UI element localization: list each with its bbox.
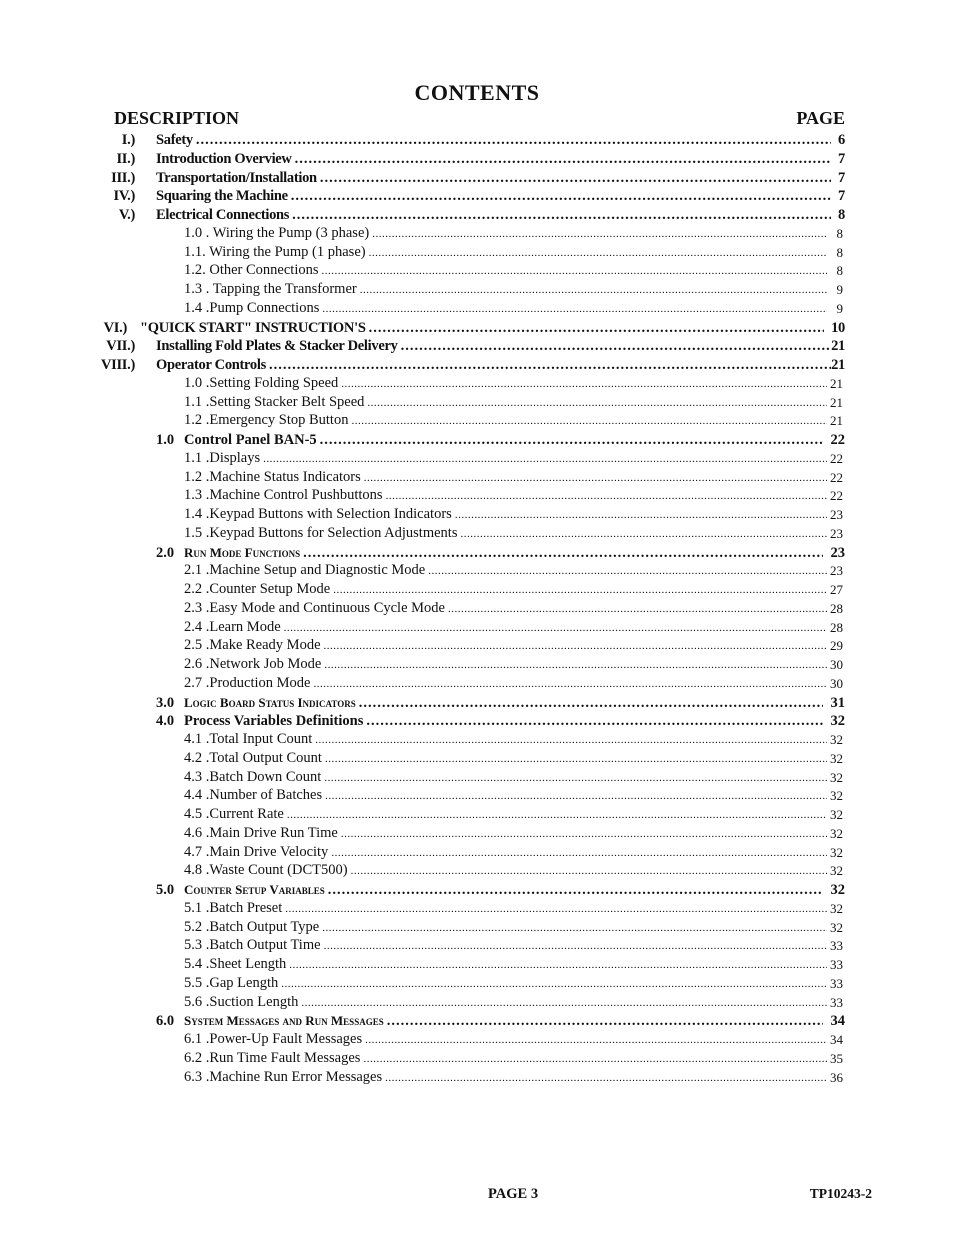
toc-entry-label: 2.7 .Production Mode <box>184 674 311 691</box>
toc-entry-label-wrap <box>184 261 827 281</box>
toc-entry <box>0 206 954 225</box>
toc-entry-label-wrap <box>184 730 827 750</box>
toc-entry <box>0 619 954 638</box>
toc-entry-label-wrap <box>184 580 827 600</box>
toc-entry-label: Process Variables Definitions <box>184 713 364 730</box>
toc-entry-page: 33 <box>830 975 843 991</box>
dot-leader <box>341 375 827 394</box>
toc-entry <box>0 806 954 825</box>
toc-entry-label-wrap <box>184 618 827 638</box>
toc-entry <box>0 412 954 431</box>
toc-entry-label-wrap <box>184 843 827 863</box>
dot-leader <box>285 900 827 919</box>
toc-entry-number: 6.0 <box>156 1013 175 1030</box>
toc-entry <box>0 281 954 300</box>
footer-page-number: PAGE 3 <box>488 1186 539 1202</box>
toc-entry-label-wrap <box>184 674 827 694</box>
dot-leader <box>263 450 827 469</box>
toc-entry-number: II.) <box>116 150 135 167</box>
toc-entry <box>0 600 954 619</box>
dot-leader <box>460 525 827 544</box>
toc-entry-page: 32 <box>830 750 843 766</box>
toc-entry-label: 1.2 .Emergency Stop Button <box>184 412 349 429</box>
toc-entry-number: III.) <box>111 169 135 186</box>
toc-entry-page: 32 <box>830 788 843 804</box>
toc-entry <box>0 169 954 188</box>
toc-entry-page: 9 <box>836 282 843 297</box>
toc-entry-page: 9 <box>836 300 843 316</box>
dot-leader <box>324 937 827 956</box>
toc-entry-label-wrap <box>184 636 827 656</box>
dot-leader <box>315 731 827 750</box>
toc-entry-label-wrap <box>156 131 831 150</box>
dot-leader <box>369 319 824 338</box>
dot-leader <box>401 337 831 356</box>
toc-entry-label: Squaring the Machine <box>156 188 288 205</box>
toc-entry-page: 22 <box>830 488 843 504</box>
toc-entry <box>0 994 954 1013</box>
toc-entry-label: 4.2 .Total Output Count <box>184 749 322 766</box>
toc-entry-label-wrap <box>184 486 827 506</box>
dot-leader <box>360 281 827 300</box>
dot-leader <box>324 769 827 788</box>
toc-entry-page: 21 <box>830 375 843 391</box>
toc-entry-number: 1.0 <box>156 432 175 448</box>
toc-entry-label: 1.4 .Pump Connections <box>184 299 320 316</box>
toc-entry-label: Operator Controls <box>156 357 266 373</box>
toc-entry-label: 1.0 . Wiring the Pump (3 phase) <box>184 224 370 241</box>
toc-entry <box>0 450 954 469</box>
dot-leader <box>313 675 827 694</box>
toc-entry-label: 4.1 .Total Input Count <box>184 731 313 747</box>
page-column-header: PAGE <box>796 108 845 128</box>
toc-entry-label-wrap <box>184 881 823 900</box>
toc-entry-label: 5.5 .Gap Length <box>184 974 279 991</box>
toc-entry-label-wrap <box>184 224 827 244</box>
toc-entry <box>0 975 954 994</box>
toc-entry-page: 29 <box>830 638 843 654</box>
toc-entry-page: 33 <box>830 957 843 972</box>
toc-entry-label: 4.6 .Main Drive Run Time <box>184 824 338 841</box>
dot-leader <box>359 694 823 713</box>
dot-leader <box>303 544 823 563</box>
dot-leader <box>365 1031 827 1050</box>
toc-entry-label-wrap <box>184 599 827 619</box>
dot-leader <box>289 956 827 975</box>
toc-entry-label-wrap <box>156 337 831 356</box>
toc-entry-page: 23 <box>830 563 843 579</box>
toc-entry-label: 5.2 .Batch Output Type <box>184 918 320 935</box>
dot-leader <box>367 394 827 413</box>
toc-entry-label-wrap <box>184 936 827 956</box>
toc-entry-label-wrap <box>184 712 823 731</box>
toc-entry-label-wrap <box>156 150 831 169</box>
dot-leader <box>287 806 827 825</box>
toc-entry <box>0 1031 954 1050</box>
toc-entry-label: System Messages and Run Messages <box>184 1013 384 1029</box>
toc-entry <box>0 1069 954 1088</box>
toc-entry-label: 5.3 .Batch Output Time <box>184 937 321 954</box>
toc-entry-page: 21 <box>830 394 843 410</box>
toc-entry-label-wrap <box>184 449 827 469</box>
toc-entry <box>0 487 954 506</box>
dot-leader <box>363 1050 827 1069</box>
toc-entry-page: 7 <box>838 169 845 186</box>
toc-entry <box>0 337 954 356</box>
toc-entry-number: 4.0 <box>156 713 175 730</box>
toc-entry <box>0 356 954 375</box>
toc-entry-label: 6.1 .Power-Up Fault Messages <box>184 1031 363 1047</box>
toc-entry <box>0 262 954 281</box>
toc-entry-page: 21 <box>831 338 845 355</box>
dot-leader <box>196 131 831 150</box>
toc-entry-label: 1.5 .Keypad Buttons for Selection Adjustments <box>184 524 458 541</box>
toc-entry-label-wrap <box>184 374 827 394</box>
toc-entry <box>0 694 954 713</box>
toc-entry-label-wrap <box>184 468 827 488</box>
dot-leader <box>322 262 827 281</box>
toc-entry <box>0 544 954 563</box>
toc-entry-page: 7 <box>838 150 845 167</box>
toc-entry-label-wrap <box>184 243 827 263</box>
toc-entry <box>0 712 954 731</box>
toc-entry <box>0 787 954 806</box>
toc-entry <box>0 562 954 581</box>
toc-entry-label-wrap <box>184 899 827 919</box>
toc-entry <box>0 937 954 956</box>
toc-entry <box>0 844 954 863</box>
toc-entry-label: 1.2. Other Connections <box>184 262 319 279</box>
toc-entry-page: 32 <box>830 882 845 898</box>
toc-entry-page: 7 <box>838 188 845 205</box>
table-of-contents <box>0 131 954 1087</box>
toc-entry-label-wrap <box>184 1012 823 1031</box>
toc-entry <box>0 825 954 844</box>
toc-entry-page: 34 <box>830 1032 843 1047</box>
toc-entry <box>0 862 954 881</box>
toc-entry-label-wrap <box>184 655 827 675</box>
toc-entry <box>0 300 954 319</box>
toc-entry-label-wrap <box>156 356 831 375</box>
dot-leader <box>328 881 823 900</box>
toc-entry-label-wrap <box>184 1068 827 1088</box>
toc-entry-page: 8 <box>836 263 843 279</box>
dot-leader <box>372 225 827 244</box>
toc-entry-number: VIII.) <box>100 357 135 373</box>
toc-entry-label-wrap <box>156 169 831 188</box>
dot-leader <box>351 412 827 431</box>
toc-entry-page: 8 <box>836 244 843 260</box>
toc-entry-label: Electrical Connections <box>156 207 290 223</box>
toc-entry-label: 1.3 .Machine Control Pushbuttons <box>184 487 383 504</box>
dot-leader <box>369 244 827 263</box>
toc-entry <box>0 900 954 919</box>
footer-document-code: TP10243-2 <box>809 1186 872 1201</box>
toc-entry-label-wrap <box>184 1030 827 1050</box>
toc-entry-label: 1.1 .Setting Stacker Belt Speed <box>184 393 365 410</box>
toc-entry <box>0 431 954 450</box>
toc-entry-label-wrap <box>156 187 831 206</box>
toc-entry-label-wrap <box>184 861 827 881</box>
dot-leader <box>324 637 827 656</box>
toc-entry-label: 5.1 .Batch Preset <box>184 899 283 916</box>
toc-entry <box>0 881 954 900</box>
toc-entry-page: 32 <box>830 713 845 730</box>
toc-entry-label: 2.4 .Learn Mode <box>184 618 281 635</box>
toc-entry-page: 23 <box>830 507 843 522</box>
toc-entry-label: 4.5 .Current Rate <box>184 806 284 822</box>
toc-entry-label-wrap <box>184 974 827 994</box>
toc-entry-page: 32 <box>830 732 843 747</box>
toc-entry-label: 1.2 .Machine Status Indicators <box>184 468 361 485</box>
toc-entry-label: 2.2 .Counter Setup Mode <box>184 581 331 597</box>
toc-entry-label: "QUICK START" INSTRUCTION'S <box>140 319 366 336</box>
toc-entry-number: 2.0 <box>156 544 175 561</box>
toc-entry-label-wrap <box>140 319 824 338</box>
toc-entry-page: 32 <box>830 900 843 916</box>
toc-entry-number: 3.0 <box>156 694 175 711</box>
dot-leader <box>387 1012 823 1031</box>
toc-entry-label-wrap <box>184 544 823 563</box>
toc-entry-page: 32 <box>830 769 843 785</box>
toc-entry-label-wrap <box>184 955 827 975</box>
toc-entry-label: 1.4 .Keypad Buttons with Selection Indicators <box>184 506 452 522</box>
toc-entry-label-wrap <box>184 768 827 788</box>
toc-entry-page: 10 <box>831 319 845 336</box>
toc-entry-label: 4.8 .Waste Count (DCT500) <box>184 862 348 879</box>
toc-entry-number: VI.) <box>103 319 127 336</box>
toc-entry <box>0 581 954 600</box>
toc-entry-label: 5.4 .Sheet Length <box>184 956 287 972</box>
dot-leader <box>322 919 827 938</box>
toc-entry <box>0 675 954 694</box>
toc-entry-label: 1.0 .Setting Folding Speed <box>184 374 339 391</box>
toc-entry <box>0 525 954 544</box>
toc-entry <box>0 187 954 206</box>
toc-entry-page: 32 <box>830 825 843 841</box>
toc-entry-page: 32 <box>830 807 843 822</box>
toc-entry-label-wrap <box>184 431 823 450</box>
toc-entry-label: 4.4 .Number of Batches <box>184 787 323 804</box>
toc-entry-label: Control Panel BAN-5 <box>184 432 317 448</box>
dot-leader <box>325 750 827 769</box>
dot-leader <box>364 469 827 488</box>
toc-entry-page: 30 <box>830 657 843 672</box>
dot-leader <box>448 600 827 619</box>
toc-entry-label-wrap <box>184 694 823 713</box>
toc-entry-page: 28 <box>830 619 843 635</box>
toc-entry-page: 35 <box>830 1050 843 1066</box>
toc-entry-label-wrap <box>184 1049 827 1069</box>
toc-entry <box>0 225 954 244</box>
toc-entry-label-wrap <box>184 824 827 844</box>
toc-entry-label: Installing Fold Plates & Stacker Delivery <box>156 338 398 355</box>
toc-entry-page: 28 <box>830 600 843 616</box>
toc-entry-page: 23 <box>830 544 845 561</box>
toc-entry-label-wrap <box>184 393 827 413</box>
toc-entry-number: VII.) <box>106 338 135 355</box>
toc-entry-label-wrap <box>184 524 827 544</box>
toc-entry-page: 22 <box>830 432 845 448</box>
dot-leader <box>351 862 827 881</box>
toc-entry <box>0 731 954 750</box>
toc-entry-label-wrap <box>184 411 827 431</box>
dot-leader <box>301 994 827 1013</box>
toc-entry-page: 8 <box>838 207 845 223</box>
dot-leader <box>295 150 831 169</box>
dot-leader <box>455 506 827 525</box>
dot-leader <box>324 656 827 675</box>
dot-leader <box>291 187 831 206</box>
toc-entry-number: I.) <box>121 132 135 148</box>
toc-entry <box>0 919 954 938</box>
toc-entry-page: 6 <box>838 132 845 148</box>
toc-entry-page: 33 <box>830 938 843 954</box>
toc-entry-label: 2.6 .Network Job Mode <box>184 656 322 672</box>
toc-entry-number: V.) <box>118 207 135 223</box>
toc-entry-page: 31 <box>830 694 845 711</box>
dot-leader <box>333 581 827 600</box>
toc-entry-page: 8 <box>836 225 843 241</box>
toc-entry <box>0 956 954 975</box>
toc-entry-page: 21 <box>831 357 845 373</box>
toc-entry-page: 33 <box>830 994 843 1010</box>
toc-entry <box>0 1050 954 1069</box>
toc-entry <box>0 131 954 150</box>
toc-entry-label: 5.6 .Suction Length <box>184 993 299 1010</box>
toc-entry-label: 6.2 .Run Time Fault Messages <box>184 1049 361 1066</box>
toc-entry-page: 22 <box>830 450 843 466</box>
toc-entry-label-wrap <box>184 299 827 319</box>
dot-leader <box>325 787 827 806</box>
toc-entry-label: 6.3 .Machine Run Error Messages <box>184 1068 383 1085</box>
toc-entry <box>0 375 954 394</box>
description-column-header: DESCRIPTION <box>114 108 240 128</box>
toc-entry-page: 23 <box>830 525 843 541</box>
toc-entry <box>0 769 954 788</box>
toc-entry-label-wrap <box>184 805 827 825</box>
dot-leader <box>385 1069 827 1088</box>
toc-entry-label: Run Mode Functions <box>184 544 301 560</box>
toc-entry <box>0 244 954 263</box>
toc-entry-label: Transportation/Installation <box>156 169 317 186</box>
toc-entry-page: 27 <box>830 582 843 597</box>
dot-leader <box>320 169 831 188</box>
toc-entry-label-wrap <box>184 505 827 525</box>
toc-entry-label: 4.7 .Main Drive Velocity <box>184 843 329 860</box>
toc-entry <box>0 1012 954 1031</box>
toc-entry-label-wrap <box>184 786 827 806</box>
toc-entry-label: Safety <box>156 132 193 148</box>
dot-leader <box>320 431 823 450</box>
toc-entry-label-wrap <box>156 206 831 225</box>
toc-entry-label: 2.3 .Easy Mode and Continuous Cycle Mode <box>184 599 445 616</box>
toc-entry-label: 4.3 .Batch Down Count <box>184 768 322 785</box>
toc-entry-label-wrap <box>184 993 827 1013</box>
toc-entry-label: Logic Board Status Indicators <box>184 694 356 710</box>
toc-entry <box>0 469 954 488</box>
toc-entry <box>0 506 954 525</box>
toc-entry-label-wrap <box>184 561 827 581</box>
toc-entry <box>0 637 954 656</box>
toc-entry <box>0 750 954 769</box>
page-title: CONTENTS <box>414 80 540 105</box>
toc-entry <box>0 656 954 675</box>
toc-entry-number: IV.) <box>113 188 135 205</box>
toc-entry <box>0 394 954 413</box>
toc-entry-page: 21 <box>830 413 843 429</box>
toc-entry-label: 1.3 . Tapping the Transformer <box>184 281 357 297</box>
toc-entry-label-wrap <box>184 918 827 938</box>
toc-entry-page: 22 <box>830 469 843 485</box>
toc-entry <box>0 319 954 338</box>
toc-entry-page: 30 <box>830 675 843 691</box>
toc-entry-label: Introduction Overview <box>156 150 292 167</box>
toc-entry-number: 5.0 <box>156 882 175 898</box>
toc-entry-page: 32 <box>830 919 843 935</box>
dot-leader <box>284 619 827 638</box>
dot-leader <box>428 562 827 581</box>
toc-entry-label-wrap <box>184 280 827 300</box>
toc-entry-page: 34 <box>830 1013 845 1030</box>
toc-entry <box>0 150 954 169</box>
toc-entry-label-wrap <box>184 749 827 769</box>
dot-leader <box>281 975 827 994</box>
toc-entry-label: 1.1. Wiring the Pump (1 phase) <box>184 243 366 260</box>
toc-entry-page: 32 <box>830 844 843 860</box>
toc-entry-label: Counter Setup Variables <box>184 882 325 897</box>
toc-entry-label: 2.5 .Make Ready Mode <box>184 637 321 654</box>
dot-leader <box>269 356 831 375</box>
dot-leader <box>322 300 827 319</box>
toc-entry-label: 2.1 .Machine Setup and Diagnostic Mode <box>184 562 426 579</box>
toc-entry-label: 1.1 .Displays <box>184 449 261 466</box>
toc-entry-page: 36 <box>830 1069 843 1085</box>
dot-leader <box>341 825 827 844</box>
dot-leader <box>292 206 831 225</box>
dot-leader <box>331 844 827 863</box>
toc-entry-page: 32 <box>830 863 843 879</box>
dot-leader <box>386 487 827 506</box>
dot-leader <box>366 712 823 731</box>
